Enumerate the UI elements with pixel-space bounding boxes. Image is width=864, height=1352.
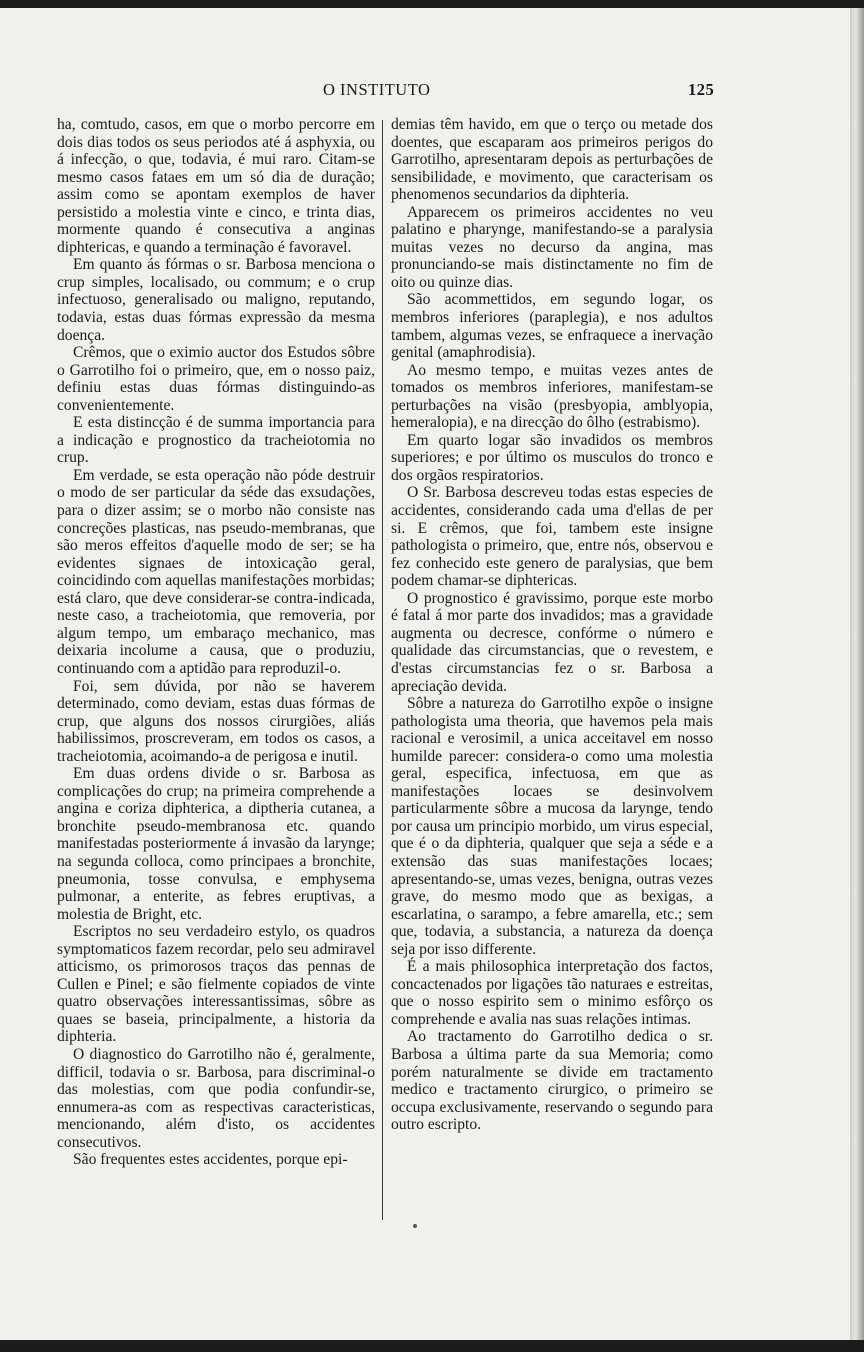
page-header [0,80,850,104]
paragraph: O Sr. Barbosa descreveu todas estas especies de accidentes, considerando cada uma d'ellas de per si. E crêmos, que foi, tambem este insigne pathologista o primeiro, que, entre nós, observou e fez conhecido este genero de paralysias, que bem podem chamar-se diphtericas. [391,484,713,590]
page-number: 125 [688,80,715,99]
running-title: O INSTITUTO [323,80,431,99]
paragraph: Sôbre a natureza do Garrotilho expõe o insigne pathologista uma theoria, que havemos pela mais racional e verosimil, a unica acceitavel em nosso humilde parecer: considera-o como uma molestia geral, especifica, infectuosa, em que as manifestações locaes se desinvolvem particularmente sôbre a mucosa da larynge, tendo por causa um principio morbido, um virus especial, que é o da diphteria, qualquer que seja a séde e a extensão das suas manifestações locaes; apresentando-se, umas vezes, benigna, outras vezes grave, do mesmo modo que as bexigas, a escarlatina, o sarampo, a febre amarella, etc.; sem que, todavia, a substancia, a natureza da doença seja por isso differente. [391,695,713,958]
paragraph: Em quanto ás fórmas o sr. Barbosa menciona o crup simples, localisado, ou commum; e o crup infectuoso, generalisado ou maligno, reputando, todavia, estas duas fórmas expressão da mesma doença. [57,256,375,344]
paragraph: O prognostico é gravissimo, porque este morbo é fatal á mor parte dos invadidos; mas a gravidade augmenta ou decresce, confórme o número e qualidade das circumstancias, que o revestem, e d'estas circumstancias fez o sr. Barbosa a apreciação devida. [391,589,713,695]
paragraph: Em verdade, se esta operação não póde destruir o modo de ser particular da séde das exsudações, para o dizer assim; se o morbo não consiste nas concreções plasticas, nas pseudo-membranas, que são meros effeitos d'aquelle modo de ser; se ha evidentes signaes de intoxicação geral, coincidindo com aquellas manifestações morbidas; está claro, que deve considerar-se contra-indicada, neste caso, a tracheiotomia, que removeria, por algum tempo, um embaraço mechanico, mas deixaria incolume a causa, que o produziu, continuando com a aptidão para reproduzil-o. [57,466,375,677]
paragraph: ha, comtudo, casos, em que o morbo percorre em dois dias todos os seus periodos até á asphyxia, ou á infecção, o que, todavia, é mui raro. Citam-se mesmo casos fataes em um só dia de duração; assim como se apontam exemplos de haver persistido a molestia vinte e cinco, e trinta dias, mormente quando é consecutiva a anginas diphtericas, e quando a terminação é favoravel. [57,116,375,256]
book-page [0,8,850,1340]
paragraph: E esta distincção é de summa importancia para a indicação e prognostico da tracheiotomia no crup. [57,414,375,467]
paragraph: Ao mesmo tempo, e muitas vezes antes de tomados os membros inferiores, manifestam-se perturbações na visão (presbyopia, amblyopia, hemeralopia), e na direcção do ôlho (estrabismo). [391,361,713,432]
paragraph: Escriptos no seu verdadeiro estylo, os quadros symptomaticos fazem recordar, pelo seu admiravel atticismo, os primorosos traços das pennas de Cullen e Pinel; e são fielmente copiados de vinte quatro observações interessantissimas, sôbre as quaes se baseia, principalmente, a historia da diphteria. [57,923,375,1046]
paragraph: O diagnostico do Garrotilho não é, geralmente, difficil, todavia o sr. Barbosa, para discriminal-o das molestias, com que podia confundir-se, ennumera-as com as respectivas caracteristicas, mencionando, além d'isto, os accidentes consecutivos. [57,1045,375,1151]
ink-dot [413,1224,417,1228]
paragraph: Ao tractamento do Garrotilho dedica o sr. Barbosa a última parte da sua Memoria; como porém naturalmente se divide em tractamento medico e tractamento cirurgico, o primeiro se occupa exclusivamente, reservando o segundo para outro escripto. [391,1028,713,1134]
column-divider [382,120,383,1220]
paragraph: Em quarto logar são invadidos os membros superiores; e por último os musculos do tronco e dos orgãos respiratorios. [391,431,713,484]
paragraph: São frequentes estes accidentes, porque epi- [73,1151,348,1169]
left-column [57,116,375,1169]
page-edge [850,8,864,1340]
paragraph: Apparecem os primeiros accidentes no veu palatino e pharynge, manifestando-se a paralysia muitas vezes no decurso da angina, mas pronunciando-se mais distinctamente no fim de oito ou quinze dias. [391,203,713,291]
paragraph: São acommettidos, em segundo logar, os membros inferiores (paraplegia), e nos adultos tambem, algumas vezes, se enfraquece a inervação genital (amaphrodisia). [391,291,713,362]
paragraph: Foi, sem dúvida, por não se haverem determinado, como deviam, estas duas fórmas de crup, que alguns dos nossos cirurgiões, aliás habilissimos, proscreveram, em todos os casos, a tracheiotomia, acoimando-a de perigosa e inutil. [57,677,375,765]
paragraph: Crêmos, que o eximio auctor dos Estudos sôbre o Garrotilho foi o primeiro, que, em o nosso paiz, definiu estas duas fórmas distinguindo-as convenientemente. [57,344,375,414]
right-column [391,116,713,1134]
paragraph: demias têm havido, em que o terço ou metade dos doentes, que escaparam aos primeiros perigos do Garrotilho, apresentaram depois as perturbações de sensibilidade, e movimento, que caracterisam os phenomenos secundarios da diphteria. [391,116,713,204]
paragraph: É a mais philosophica interpretação dos factos, concactenados por ligações tão naturaes e estreitas, que o nosso espirito sem o minimo esfôrço os comprehende e avalia nas suas relações intimas. [391,958,713,1028]
paragraph: Em duas ordens divide o sr. Barbosa as complicações do crup; na primeira comprehende a angina e coriza diphterica, a diptheria cutanea, a bronchite pseudo-membranosa etc. quando manifestadas posteriormente á invasão da larynge; na segunda colloca, como principaes a bronchite, pneumonia, tosse convulsa, e emphysema pulmonar, a enterite, as febres eruptivas, a molestia de Bright, etc. [57,765,375,923]
